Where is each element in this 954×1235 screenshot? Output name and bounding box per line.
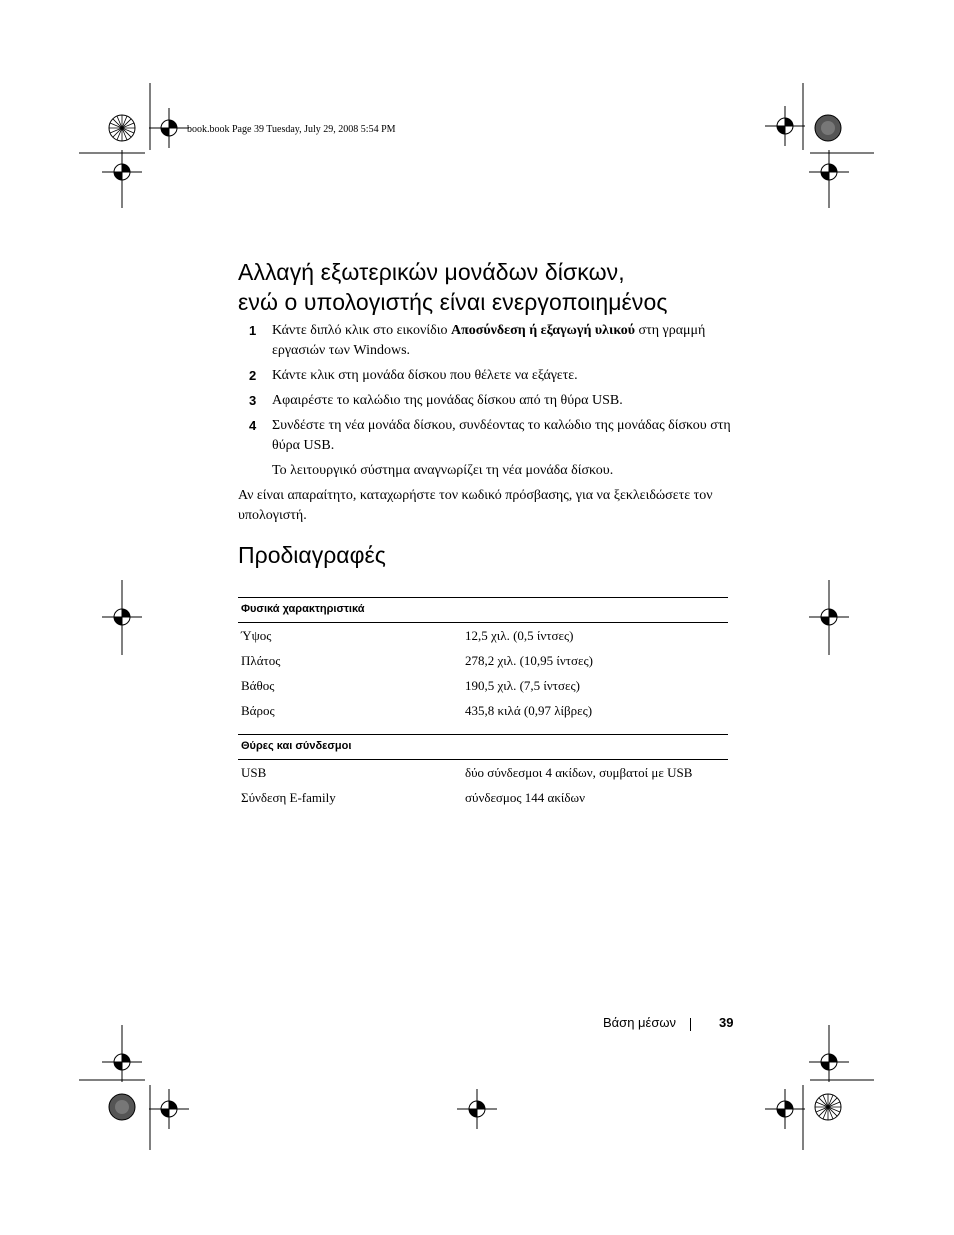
table-heading: Φυσικά χαρακτηριστικά: [238, 597, 728, 623]
page-number: 39: [719, 1015, 734, 1030]
step-item: [238, 416, 738, 456]
step-text: Αφαιρέστε το καλώδιο της μονάδας δίσκου από τη θύρα USB.: [272, 393, 623, 408]
table-row: [238, 785, 728, 810]
step-item: [238, 321, 738, 361]
step-item: [238, 391, 738, 411]
spec-label: Πλάτος: [241, 653, 281, 668]
steps-list: [238, 321, 738, 481]
spec-label: Σύνδεση E-family: [241, 790, 336, 805]
body-paragraph: Αν είναι απαραίτητο, καταχωρήστε τον κωδικό πρόσβασης, για να ξεκλειδώσετε τον υπολογιστή.: [238, 488, 713, 523]
step-note: Το λειτουργικό σύστημα αναγνωρίζει τη νέα μονάδα δίσκου.: [272, 463, 614, 478]
step-number: 2: [249, 368, 257, 383]
step-text: στη γραμμή εργασιών των Windows.: [272, 323, 706, 358]
spec-value: δύο σύνδεσμοι 4 ακίδων, συμβατοί με USB: [465, 765, 693, 780]
section-title-line-2: ενώ ο υπολογιστής είναι ενεργοποιημένος: [238, 289, 668, 315]
table-heading: Θύρες και σύνδεσμοι: [238, 734, 728, 760]
table-row: [238, 648, 728, 673]
step-number: 1: [249, 323, 257, 338]
physical-specs-table: [238, 597, 728, 723]
footer-section-label: Βάση μέσων: [603, 1015, 677, 1030]
step-number: 4: [249, 418, 257, 433]
ports-specs-table: [238, 734, 728, 810]
spec-value: 12,5 χιλ. (0,5 ίντσες): [465, 628, 574, 643]
spec-value: 278,2 χιλ. (10,95 ίντσες): [465, 653, 593, 668]
step-number: 3: [249, 393, 257, 408]
spec-label: USB: [241, 765, 267, 780]
footer-separator: [690, 1018, 691, 1031]
step-text-bold: Αποσύνδεση ή εξαγωγή υλικού: [451, 323, 636, 338]
table-row: [238, 760, 728, 785]
spec-label: Βάρος: [241, 703, 275, 718]
section-title: [238, 257, 668, 317]
print-slug: book.book Page 39 Tuesday, July 29, 2008 5:54 PM: [187, 124, 396, 135]
spec-value: 190,5 χιλ. (7,5 ίντσες): [465, 678, 580, 693]
section-title-line-1: Αλλαγή εξωτερικών μονάδων δίσκων,: [238, 259, 625, 285]
step-text: Κάντε διπλό κλικ στο εικονίδιο: [272, 323, 451, 338]
spec-label: Ύψος: [241, 628, 272, 643]
step-item: [238, 366, 738, 386]
table-row: [238, 673, 728, 698]
specs-title: Προδιαγραφές: [238, 542, 386, 568]
step-text: Κάντε κλικ στη μονάδα δίσκου που θέλετε να εξάγετε.: [272, 368, 578, 383]
table-row: [238, 623, 728, 648]
spec-value: σύνδεσμος 144 ακίδων: [465, 790, 585, 805]
spec-value: 435,8 κιλά (0,97 λίβρες): [465, 703, 593, 718]
table-row: [238, 698, 728, 723]
step-text: Συνδέστε τη νέα μονάδα δίσκου, συνδέοντας το καλώδιο της μονάδας δίσκου στη θύρα USB.: [272, 418, 731, 453]
spec-label: Βάθος: [241, 678, 275, 693]
